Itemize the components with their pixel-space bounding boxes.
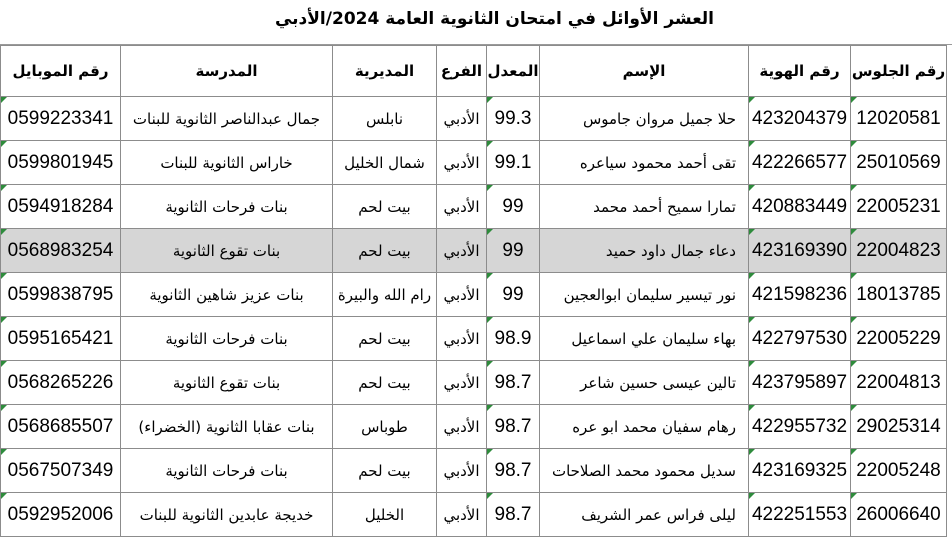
cell-mobile[interactable]: 0568685507 (1, 405, 121, 449)
cell-id[interactable]: 422251553 (749, 493, 851, 537)
cell-average[interactable]: 99 (487, 185, 540, 229)
cell-id[interactable]: 420883449 (749, 185, 851, 229)
cell-directorate[interactable]: طوباس (333, 405, 437, 449)
cell-mobile[interactable]: 0595165421 (1, 317, 121, 361)
cell-directorate[interactable]: بيت لحم (333, 361, 437, 405)
cell-name[interactable]: تمارا سميح أحمد محمد (540, 185, 749, 229)
cell-school[interactable]: خاراس الثانوية للبنات (121, 141, 333, 185)
cell-branch[interactable]: الأدبي (437, 229, 487, 273)
cell-average[interactable]: 99 (487, 273, 540, 317)
cell-school[interactable]: بنات عقابا الثانوية (الخضراء) (121, 405, 333, 449)
cell-branch[interactable]: الأدبي (437, 361, 487, 405)
header-seat[interactable]: رقم الجلوس (851, 46, 947, 97)
header-average[interactable]: المعدل (487, 46, 540, 97)
cell-directorate[interactable]: بيت لحم (333, 185, 437, 229)
cell-school[interactable]: خديجة عابدين الثانوية للبنات (121, 493, 333, 537)
cell-average[interactable]: 99.1 (487, 141, 540, 185)
cell-directorate[interactable]: بيت لحم (333, 449, 437, 493)
cell-school[interactable]: بنات فرحات الثانوية (121, 449, 333, 493)
table-row (1, 449, 947, 493)
cell-id[interactable]: 422797530 (749, 317, 851, 361)
cell-id[interactable]: 423169325 (749, 449, 851, 493)
cell-average[interactable]: 98.7 (487, 405, 540, 449)
cell-branch[interactable]: الأدبي (437, 273, 487, 317)
cell-average[interactable]: 99.3 (487, 97, 540, 141)
cell-branch[interactable]: الأدبي (437, 449, 487, 493)
cell-branch[interactable]: الأدبي (437, 97, 487, 141)
cell-directorate[interactable]: بيت لحم (333, 229, 437, 273)
cell-school[interactable]: بنات فرحات الثانوية (121, 317, 333, 361)
cell-average[interactable]: 98.7 (487, 449, 540, 493)
cell-directorate[interactable]: الخليل (333, 493, 437, 537)
header-school[interactable]: المدرسة (121, 46, 333, 97)
table-row (1, 273, 947, 317)
cell-directorate[interactable]: شمال الخليل (333, 141, 437, 185)
header-row (1, 46, 947, 97)
cell-seat[interactable]: 29025314 (851, 405, 947, 449)
cell-name[interactable]: سديل محمود محمد الصلاحات (540, 449, 749, 493)
cell-name[interactable]: ليلى فراس عمر الشريف (540, 493, 749, 537)
cell-name[interactable]: رهام سفيان محمد ابو عره (540, 405, 749, 449)
table-row (1, 185, 947, 229)
cell-id[interactable]: 423795897 (749, 361, 851, 405)
cell-name[interactable]: تالين عيسى حسين شاعر (540, 361, 749, 405)
cell-seat[interactable]: 22004823 (851, 229, 947, 273)
header-id[interactable]: رقم الهوية (749, 46, 851, 97)
cell-seat[interactable]: 22005229 (851, 317, 947, 361)
cell-branch[interactable]: الأدبي (437, 493, 487, 537)
cell-id[interactable]: 423169390 (749, 229, 851, 273)
cell-mobile[interactable]: 0599801945 (1, 141, 121, 185)
cell-mobile[interactable]: 0568983254 (1, 229, 121, 273)
cell-directorate[interactable]: رام الله والبيرة (333, 273, 437, 317)
cell-branch[interactable]: الأدبي (437, 405, 487, 449)
table-row (1, 493, 947, 537)
cell-id[interactable]: 421598236 (749, 273, 851, 317)
cell-name[interactable]: نور تيسير سليمان ابوالعجين (540, 273, 749, 317)
cell-mobile[interactable]: 0599838795 (1, 273, 121, 317)
cell-school[interactable]: بنات عزيز شاهين الثانوية (121, 273, 333, 317)
cell-id[interactable]: 423204379 (749, 97, 851, 141)
table-row (1, 405, 947, 449)
cell-id[interactable]: 422266577 (749, 141, 851, 185)
cell-branch[interactable]: الأدبي (437, 317, 487, 361)
cell-seat[interactable]: 12020581 (851, 97, 947, 141)
cell-seat[interactable]: 22005248 (851, 449, 947, 493)
cell-school[interactable]: بنات تقوع الثانوية (121, 361, 333, 405)
sheet-title: العشر الأوائل في امتحان الثانوية العامة 2024/الأدبي (274, 9, 714, 29)
table-row (1, 229, 947, 273)
cell-average[interactable]: 98.9 (487, 317, 540, 361)
cell-branch[interactable]: الأدبي (437, 185, 487, 229)
cell-seat[interactable]: 22005231 (851, 185, 947, 229)
cell-name[interactable]: تقى أحمد محمود سياعره (540, 141, 749, 185)
results-table (0, 45, 947, 537)
table-row (1, 141, 947, 185)
cell-school[interactable]: بنات فرحات الثانوية (121, 185, 333, 229)
table-row (1, 361, 947, 405)
cell-mobile[interactable]: 0567507349 (1, 449, 121, 493)
cell-mobile[interactable]: 0599223341 (1, 97, 121, 141)
cell-school[interactable]: بنات تقوع الثانوية (121, 229, 333, 273)
cell-seat[interactable]: 18013785 (851, 273, 947, 317)
cell-mobile[interactable]: 0568265226 (1, 361, 121, 405)
table-row (1, 97, 947, 141)
cell-seat[interactable]: 25010569 (851, 141, 947, 185)
title-row (0, 0, 952, 45)
header-name[interactable]: الإسم (540, 46, 749, 97)
cell-name[interactable]: بهاء سليمان علي اسماعيل (540, 317, 749, 361)
cell-average[interactable]: 98.7 (487, 361, 540, 405)
header-mobile[interactable]: رقم الموبايل (1, 46, 121, 97)
cell-seat[interactable]: 26006640 (851, 493, 947, 537)
cell-directorate[interactable]: بيت لحم (333, 317, 437, 361)
cell-seat[interactable]: 22004813 (851, 361, 947, 405)
header-directorate[interactable]: المديرية (333, 46, 437, 97)
cell-directorate[interactable]: نابلس (333, 97, 437, 141)
cell-name[interactable]: دعاء جمال داود حميد (540, 229, 749, 273)
table-row (1, 317, 947, 361)
cell-branch[interactable]: الأدبي (437, 141, 487, 185)
cell-id[interactable]: 422955732 (749, 405, 851, 449)
cell-mobile[interactable]: 0592952006 (1, 493, 121, 537)
header-branch[interactable]: الفرع (437, 46, 487, 97)
cell-school[interactable]: جمال عبدالناصر الثانوية للبنات (121, 97, 333, 141)
cell-average[interactable]: 99 (487, 229, 540, 273)
cell-average[interactable]: 98.7 (487, 493, 540, 537)
cell-name[interactable]: حلا جميل مروان جاموس (540, 97, 749, 141)
cell-mobile[interactable]: 0594918284 (1, 185, 121, 229)
